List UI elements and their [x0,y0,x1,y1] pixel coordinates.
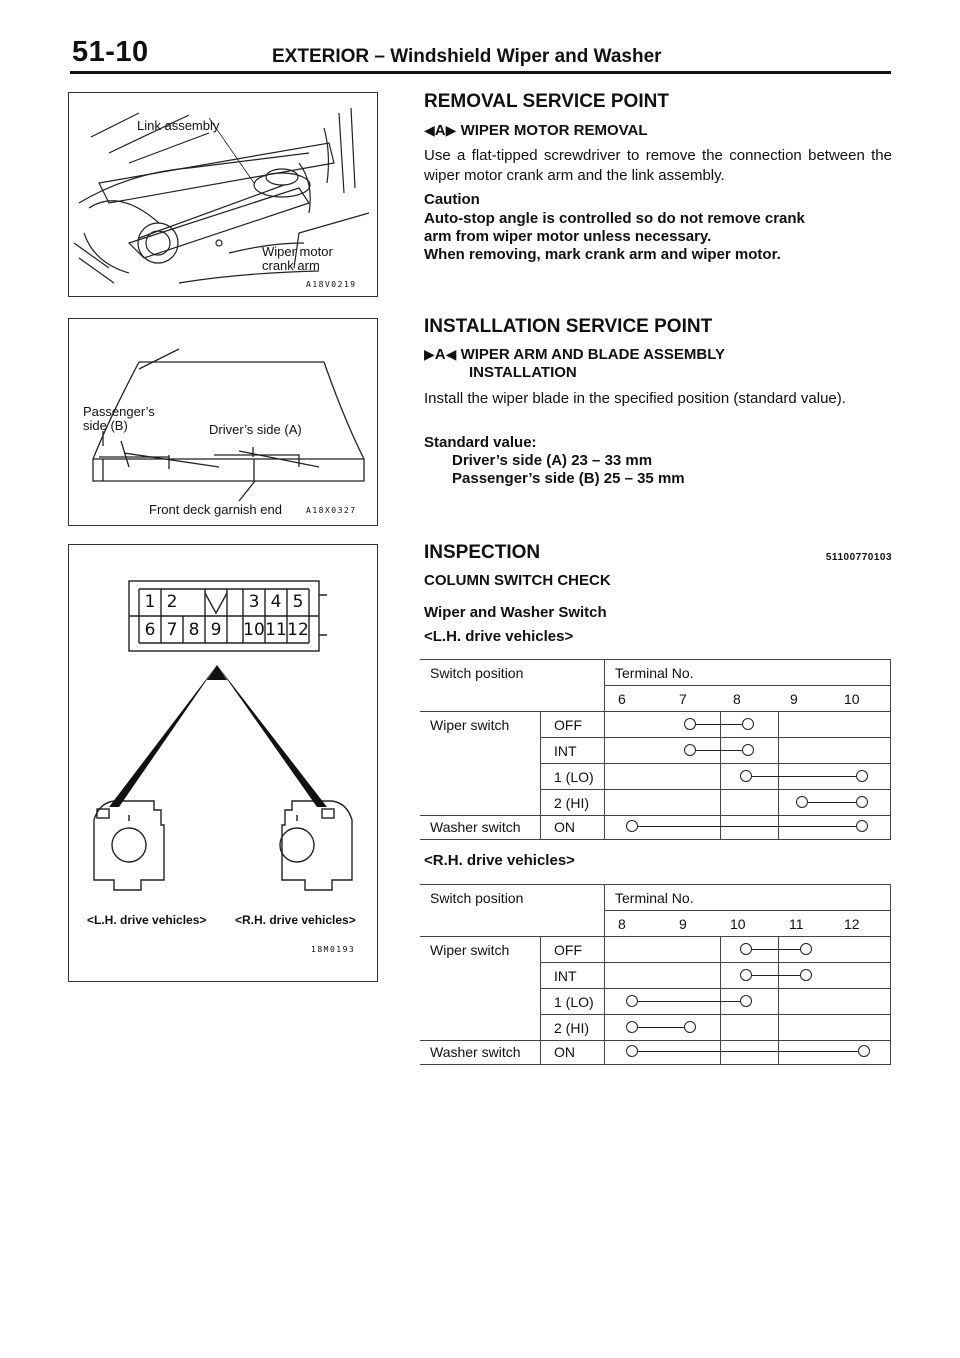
installation-heading: INSTALLATION SERVICE POINT [424,316,713,337]
connector-pin-8: 8 [188,620,200,640]
label-wiper-motor: Wiper motor [262,244,333,259]
figure-connector [68,544,378,982]
label-front-deck-garnish-end: Front deck garnish end [149,502,282,517]
label-link-assembly: Link assembly [137,118,220,133]
lh-drive-label: <L.H. drive vehicles> [424,628,574,645]
removal-subheading: ◀A▶ WIPER MOTOR REMOVAL [424,122,648,139]
header-rule [70,71,891,74]
connector-pin-11: 11 [265,620,287,640]
continuity-int [740,969,814,981]
label-crank-arm: crank arm [262,258,320,273]
wiper-switch-label: Wiper switch [430,717,510,733]
figure-wiper-position [68,318,378,526]
installation-subheading-text: WIPER ARM AND BLADE ASSEMBLY [460,346,726,363]
page-number: 51-10 [72,36,149,68]
inspection-code: 51100770103 [825,552,892,563]
position-off: OFF [554,717,582,733]
continuity-off [684,718,756,730]
position-on: ON [554,1044,575,1060]
terminal-11: 11 [789,916,804,932]
rh-drive-label: <R.H. drive vehicles> [424,852,575,869]
caution-line-3: When removing, mark crank arm and wiper motor. [424,246,781,263]
connector-pin-3: 3 [248,592,260,612]
terminal-10: 10 [730,916,746,932]
switch-position-header: Switch position [430,665,524,681]
connector-pin-1: 1 [144,592,156,612]
continuity-lo [626,995,754,1007]
position-int: INT [554,743,577,759]
removal-subheading-text: WIPER MOTOR REMOVAL [460,122,648,139]
page-title: EXTERIOR – Windshield Wiper and Washer [272,46,662,67]
connector-pin-12: 12 [287,620,309,640]
installation-subheading-line2: INSTALLATION [469,364,577,381]
wiper-switch-label: Wiper switch [430,942,510,958]
removal-body: Use a flat-tipped screwdriver to remove the connection between the wiper motor crank arm and the link assembly. [424,147,892,184]
caption-rh-drive: <R.H. drive vehicles> [235,913,356,927]
continuity-off [740,943,814,955]
installation-marker: A [434,346,446,363]
connector-pin-2: 2 [166,592,178,612]
terminal-table-lh [420,659,891,839]
washer-switch-label: Washer switch [430,819,521,835]
terminal-6: 6 [618,691,626,707]
washer-switch-label: Washer switch [430,1044,521,1060]
connector-pin-4: 4 [270,592,282,612]
installation-body: Install the wiper blade in the specified position (standard value). [424,390,846,407]
inspection-heading: INSPECTION [424,542,541,563]
continuity-washer-on [626,1045,872,1057]
position-on: ON [554,819,575,835]
terminal-8: 8 [733,691,741,707]
figure-code: A18X0327 [306,506,357,515]
terminal-7: 7 [679,691,687,707]
continuity-int [684,744,756,756]
position-off: OFF [554,942,582,958]
switch-position-header: Switch position [430,890,524,906]
standard-value-title: Standard value: [424,434,537,451]
label-passenger-side-line2: side (B) [83,418,128,433]
caption-lh-drive: <L.H. drive vehicles> [87,913,207,927]
terminal-8: 8 [618,916,626,932]
position-int: INT [554,968,577,984]
standard-value-driver: Driver’s side (A) 23 – 33 mm [452,452,653,469]
position-hi: 2 (HI) [554,795,589,811]
terminal-9: 9 [679,916,687,932]
connector-pin-10: 10 [243,620,265,640]
terminal-9: 9 [790,691,798,707]
continuity-hi [626,1021,698,1033]
connector-pin-5: 5 [292,592,304,612]
connector-pin-6: 6 [144,620,156,640]
connector-pin-7: 7 [166,620,178,640]
installation-subheading: ▶A◀ WIPER ARM AND BLADE ASSEMBLY [424,346,726,363]
column-switch-check-heading: COLUMN SWITCH CHECK [424,572,611,589]
figure-wiper-motor [68,92,378,297]
position-lo: 1 (LO) [554,994,594,1010]
continuity-lo [740,770,870,782]
terminal-no-header: Terminal No. [615,665,694,681]
terminal-table-rh [420,884,891,1064]
standard-value-passenger: Passenger’s side (B) 25 – 35 mm [452,470,685,487]
label-passenger-side-line1: Passenger’s [83,404,155,419]
connector-pin-9: 9 [210,620,222,640]
removal-marker: A [434,122,446,139]
caution-line-1: Auto-stop angle is controlled so do not remove crank [424,210,805,227]
continuity-hi [796,796,870,808]
wiper-motor-illustration [69,93,377,296]
figure-code: A18V0219 [306,280,357,289]
wiper-washer-switch-heading: Wiper and Washer Switch [424,604,607,621]
terminal-12: 12 [844,916,860,932]
continuity-washer-on [626,820,870,832]
terminal-no-header: Terminal No. [615,890,694,906]
position-lo: 1 (LO) [554,769,594,785]
label-drivers-side: Driver’s side (A) [209,422,302,437]
removal-heading: REMOVAL SERVICE POINT [424,91,669,112]
caution-line-2: arm from wiper motor unless necessary. [424,228,712,245]
figure-code: 18M0193 [311,945,356,954]
terminal-10: 10 [844,691,860,707]
position-hi: 2 (HI) [554,1020,589,1036]
caution-title: Caution [424,191,480,208]
